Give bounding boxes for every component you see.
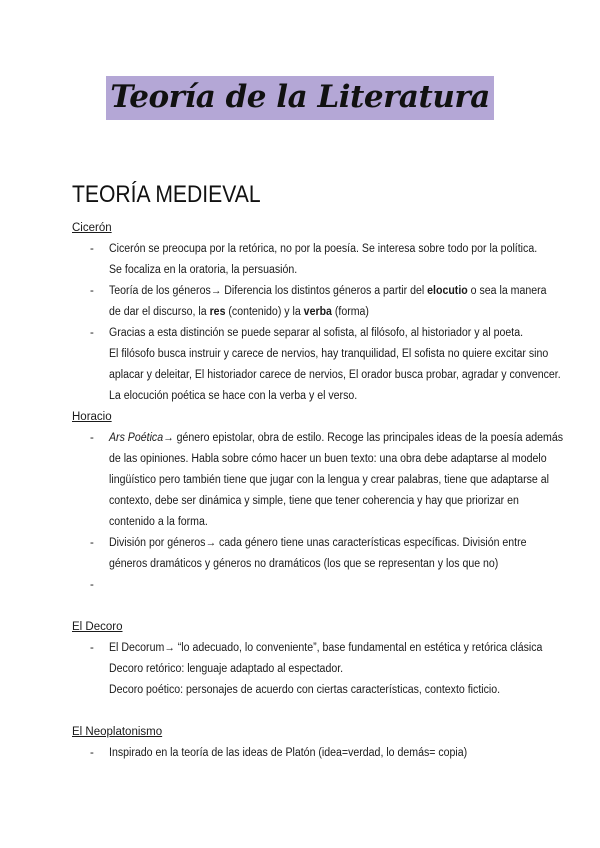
text-run: (forma) xyxy=(331,306,369,318)
text-line xyxy=(109,239,538,260)
text-run: géneros dramáticos y géneros no dramáticos (los que se representan y los que no) xyxy=(109,558,499,570)
bold-term: verba xyxy=(303,306,332,318)
text-line xyxy=(109,470,549,491)
bullet-item xyxy=(72,323,561,407)
text-run: o sea la manera xyxy=(467,285,547,297)
text-run: Inspirado en la teoría de las ideas de Platón (idea=verdad, lo demás= copia) xyxy=(109,747,468,759)
text-line xyxy=(109,260,517,281)
bullet-dash: - xyxy=(90,243,94,255)
bullet-dash: - xyxy=(90,642,94,654)
text-run: de dar el discurso, la xyxy=(109,306,210,318)
text-line xyxy=(109,659,517,680)
text-line xyxy=(109,743,517,764)
text-line xyxy=(109,491,517,512)
text-line xyxy=(109,323,524,344)
text-run: Gracias a esta distinción se puede separar al sofista, al filósofo, al historiador y al poeta. xyxy=(109,327,524,339)
bullet-dash: - xyxy=(90,327,94,339)
text-run: El Decorum→ “lo adecuado, lo conveniente”, base fundamental en estética y retórica clásica xyxy=(109,642,543,654)
section-title-el-neoplatonismo: El Neoplatonismo xyxy=(72,726,163,738)
bullet-item xyxy=(72,743,552,764)
text-line xyxy=(109,386,517,407)
text-run: El filósofo busca instruir y carece de nervios, hay tranquilidad, El sofista no quiere excitar sino xyxy=(109,348,549,360)
bullet-dash: - xyxy=(90,579,94,591)
bullet-item xyxy=(72,638,552,701)
section-title-horacio: Horacio xyxy=(72,411,112,423)
text-run: Decoro poético: personajes de acuerdo con ciertas características, contexto ficticio. xyxy=(109,684,501,696)
text-run: de las opiniones. Habla sobre cómo hacer un buen texto: una obra debe adaptarse al modelo xyxy=(109,453,547,465)
text-line xyxy=(109,575,517,596)
text-run: contenido a la forma. xyxy=(109,516,208,528)
text-line xyxy=(109,680,517,701)
text-run: lingüístico pero también tiene que jugar con la lengua y crear palabras, tiene que adaptarse al xyxy=(109,474,549,486)
text-line xyxy=(109,554,517,575)
bold-term: elocutio xyxy=(427,285,468,297)
title-container xyxy=(0,76,600,120)
text-run: aplacar y deleitar, El historiador carece de nervios, El orador busca probar, agradar y convencer. xyxy=(109,369,561,381)
bullet-list xyxy=(72,638,552,701)
bullet-item xyxy=(72,533,552,575)
bullet-list xyxy=(72,428,564,596)
bullet-item xyxy=(72,575,552,596)
text-line xyxy=(109,365,561,386)
bullet-dash: - xyxy=(90,747,94,759)
text-run: La elocución poética se hace con la verba y el verso. xyxy=(109,390,358,402)
section-title-ciceron: Cicerón xyxy=(72,222,112,234)
text-run: → género epistolar, obra de estilo. Recoge las principales ideas de la poesía además xyxy=(163,432,564,444)
bullet-dash: - xyxy=(90,432,94,444)
bullet-item xyxy=(72,281,552,323)
text-line xyxy=(109,512,517,533)
text-line xyxy=(109,638,543,659)
bullet-item xyxy=(72,239,552,281)
text-line xyxy=(109,449,547,470)
text-line xyxy=(109,281,547,302)
text-line xyxy=(109,302,517,323)
bullet-dash: - xyxy=(90,285,94,297)
text-run: Se focaliza en la oratoria, la persuasión. xyxy=(109,264,298,276)
main-heading: TEORÍA MEDIEVAL xyxy=(72,181,261,208)
text-run: (contenido) y la xyxy=(225,306,304,318)
text-run: contexto, debe ser dinámica y simple, tiene que tener coherencia y hay que priorizar en xyxy=(109,495,519,507)
blank-line xyxy=(72,596,552,617)
text-run: Cicerón se preocupa por la retórica, no por la poesía. Se interesa sobre todo por la política. xyxy=(109,243,538,255)
text-line xyxy=(109,428,564,449)
text-line xyxy=(109,344,549,365)
bullet-list xyxy=(72,743,552,764)
italic-term: Ars Poética xyxy=(109,432,164,444)
text-line xyxy=(109,533,527,554)
document-title: Teoría de la Literatura xyxy=(106,76,494,120)
bold-term: res xyxy=(209,306,226,318)
bullet-item xyxy=(72,428,564,533)
blank-line xyxy=(72,701,552,722)
bullet-list xyxy=(72,239,561,407)
text-run: División por géneros→ cada género tiene unas características específicas. División entre xyxy=(109,537,527,549)
document-body xyxy=(72,218,564,764)
text-run: Teoría de los géneros→ Diferencia los distintos géneros a partir del xyxy=(109,285,428,297)
text-run: Decoro retórico: lenguaje adaptado al espectador. xyxy=(109,663,344,675)
bullet-dash: - xyxy=(90,537,94,549)
section-title-el-decoro: El Decoro xyxy=(72,621,123,633)
